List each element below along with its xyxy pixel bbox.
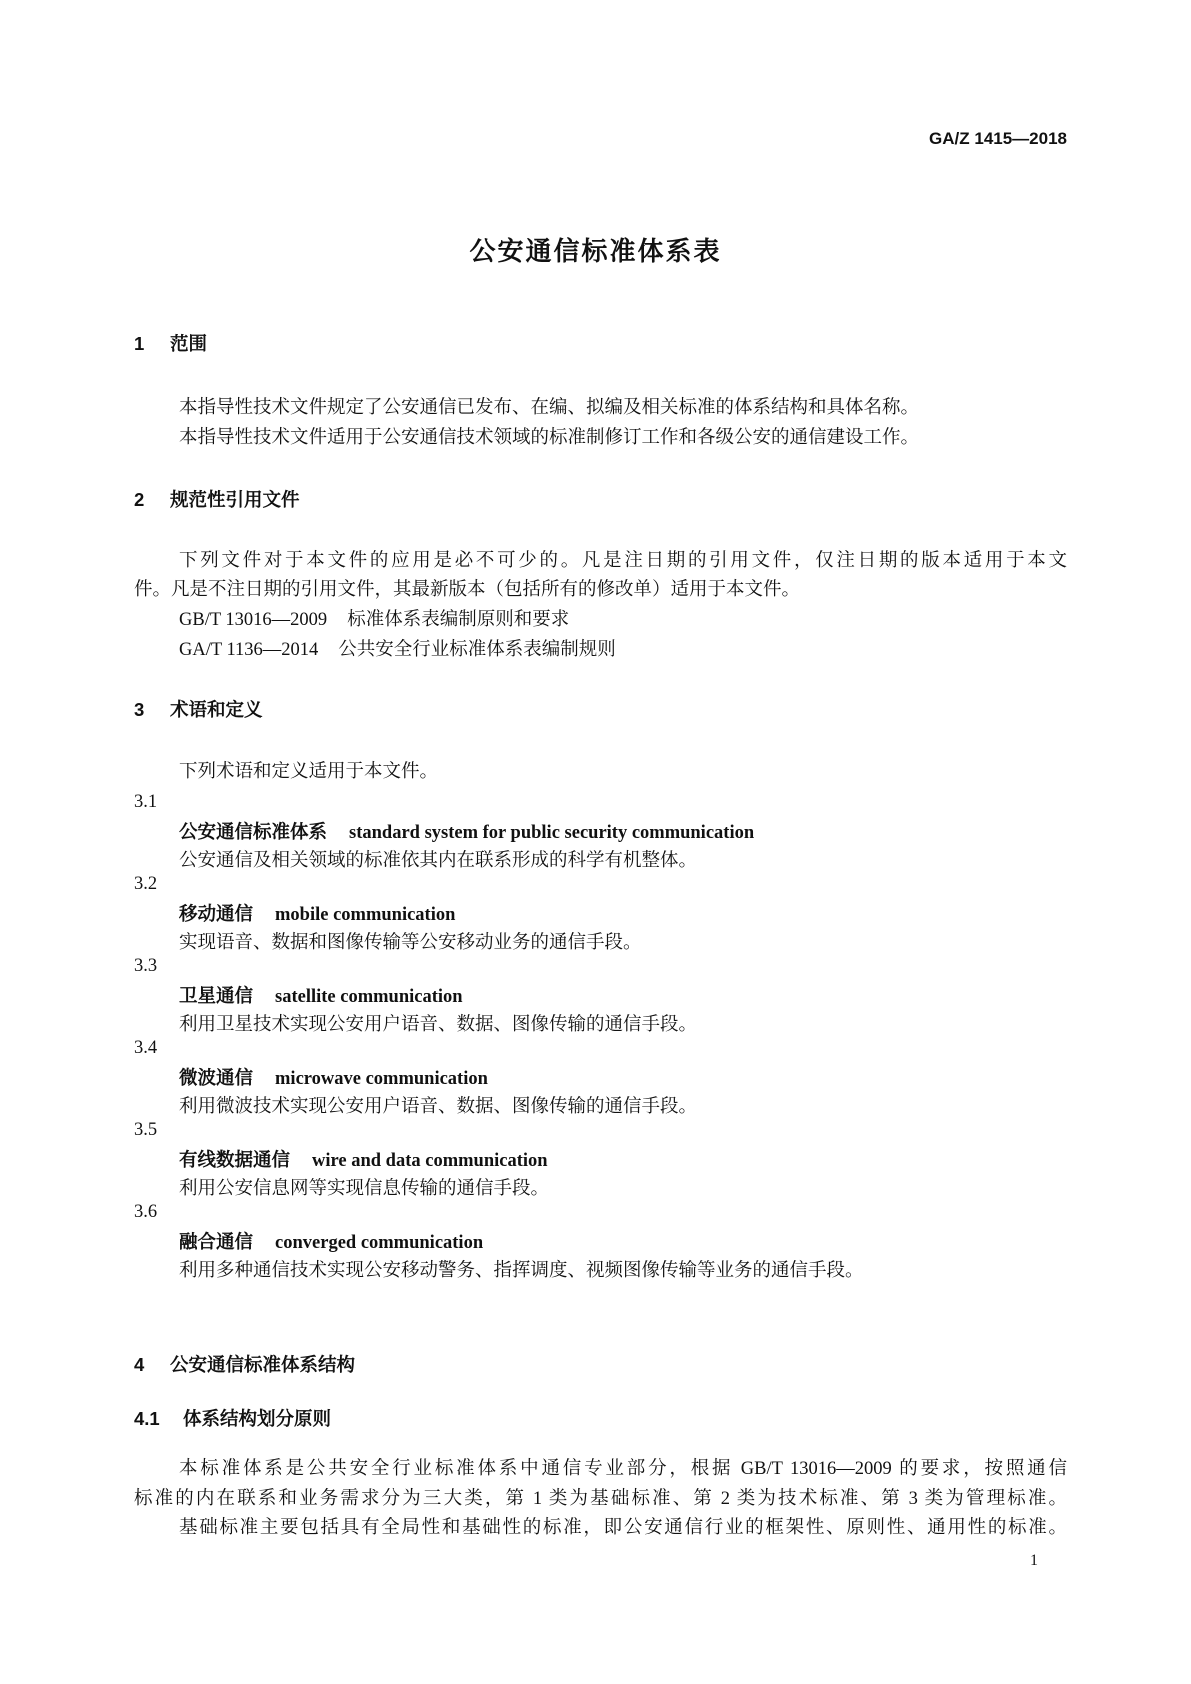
reference-name: 公共安全行业标准体系表编制规则 xyxy=(338,640,616,660)
term-definition: 利用微波技术实现公安用户语音、数据、图像传输的通信手段。 xyxy=(179,1097,698,1117)
term-definition: 利用卫星技术实现公安用户语音、数据、图像传输的通信手段。 xyxy=(179,1015,698,1035)
term-heading xyxy=(179,1149,548,1172)
subsection-number: 4.1 xyxy=(134,1408,160,1429)
page-title: 公安通信标准体系表 xyxy=(469,236,722,266)
paragraph-line: 本标准体系是公共安全行业标准体系中通信专业部分，根据 GB/T 13016—2009 的要求，按照通信 xyxy=(179,1459,1067,1479)
term-zh: 微波通信 xyxy=(179,1067,254,1088)
subsection-title: 体系结构划分原则 xyxy=(183,1408,332,1429)
document-code: GA/Z 1415—2018 xyxy=(929,129,1067,148)
term-en: mobile communication xyxy=(275,905,456,925)
section-title: 术语和定义 xyxy=(170,699,263,720)
section-number: 2 xyxy=(134,489,145,510)
section-2-heading xyxy=(134,489,300,511)
paragraph: 本指导性技术文件适用于公安通信技术领域的标准制修订工作和各级公安的通信建设工作。 xyxy=(179,428,920,448)
reference-item xyxy=(179,609,569,631)
term-zh: 公安通信标准体系 xyxy=(179,821,328,842)
reference-code: GB/T 13016—2009 xyxy=(179,610,328,630)
term-definition: 利用公安信息网等实现信息传输的通信手段。 xyxy=(179,1179,550,1199)
term-number: 3.5 xyxy=(134,1120,158,1140)
term-heading xyxy=(179,985,463,1008)
term-zh: 融合通信 xyxy=(179,1231,254,1252)
section-title: 范围 xyxy=(170,333,208,354)
paragraph-line: 标准的内在联系和业务需求分为三大类，第 1 类为基础标准、第 2 类为技术标准、第 3 类为管理标准。 xyxy=(134,1489,1067,1509)
term-zh: 卫星通信 xyxy=(179,985,254,1006)
term-en: satellite communication xyxy=(275,987,463,1007)
paragraph-line: 件。凡是不注日期的引用文件，其最新版本（包括所有的修改单）适用于本文件。 xyxy=(134,580,801,600)
term-heading xyxy=(179,821,754,844)
term-number: 3.1 xyxy=(134,792,158,812)
reference-item xyxy=(179,639,616,661)
section-number: 1 xyxy=(134,333,145,354)
term-en: standard system for public security communication xyxy=(349,823,755,843)
section-number: 4 xyxy=(134,1354,145,1375)
paragraph: 本指导性技术文件规定了公安通信已发布、在编、拟编及相关标准的体系结构和具体名称。 xyxy=(179,398,920,418)
term-number: 3.2 xyxy=(134,874,158,894)
term-definition: 利用多种通信技术实现公安移动警务、指挥调度、视频图像传输等业务的通信手段。 xyxy=(179,1261,864,1281)
term-en: converged communication xyxy=(275,1233,484,1253)
section-4-heading xyxy=(134,1354,355,1376)
section-number: 3 xyxy=(134,699,145,720)
term-number: 3.6 xyxy=(134,1202,158,1222)
term-definition: 实现语音、数据和图像传输等公安移动业务的通信手段。 xyxy=(179,933,642,953)
term-number: 3.3 xyxy=(134,956,158,976)
section-title: 公安通信标准体系结构 xyxy=(170,1354,356,1375)
reference-code: GA/T 1136—2014 xyxy=(179,640,319,660)
page-number: 1 xyxy=(1030,1552,1038,1569)
term-en: wire and data communication xyxy=(312,1151,548,1171)
paragraph: 下列术语和定义适用于本文件。 xyxy=(179,762,439,782)
term-heading xyxy=(179,1231,483,1254)
term-heading xyxy=(179,903,455,926)
section-1-heading xyxy=(134,333,207,355)
reference-name: 标准体系表编制原则和要求 xyxy=(347,610,570,630)
term-zh: 有线数据通信 xyxy=(179,1149,291,1170)
term-en: microwave communication xyxy=(275,1069,488,1089)
section-title: 规范性引用文件 xyxy=(170,489,300,510)
paragraph-line: 基础标准主要包括具有全局性和基础性的标准，即公安通信行业的框架性、原则性、通用性的标准。 xyxy=(179,1518,1067,1538)
term-zh: 移动通信 xyxy=(179,903,254,924)
term-heading xyxy=(179,1067,488,1090)
term-definition: 公安通信及相关领域的标准依其内在联系形成的科学有机整体。 xyxy=(179,851,698,871)
section-3-heading xyxy=(134,699,263,721)
subsection-4-1-heading xyxy=(134,1408,331,1430)
term-number: 3.4 xyxy=(134,1038,158,1058)
paragraph-line: 下列文件对于本文件的应用是必不可少的。凡是注日期的引用文件，仅注日期的版本适用于本文 xyxy=(179,551,1067,571)
